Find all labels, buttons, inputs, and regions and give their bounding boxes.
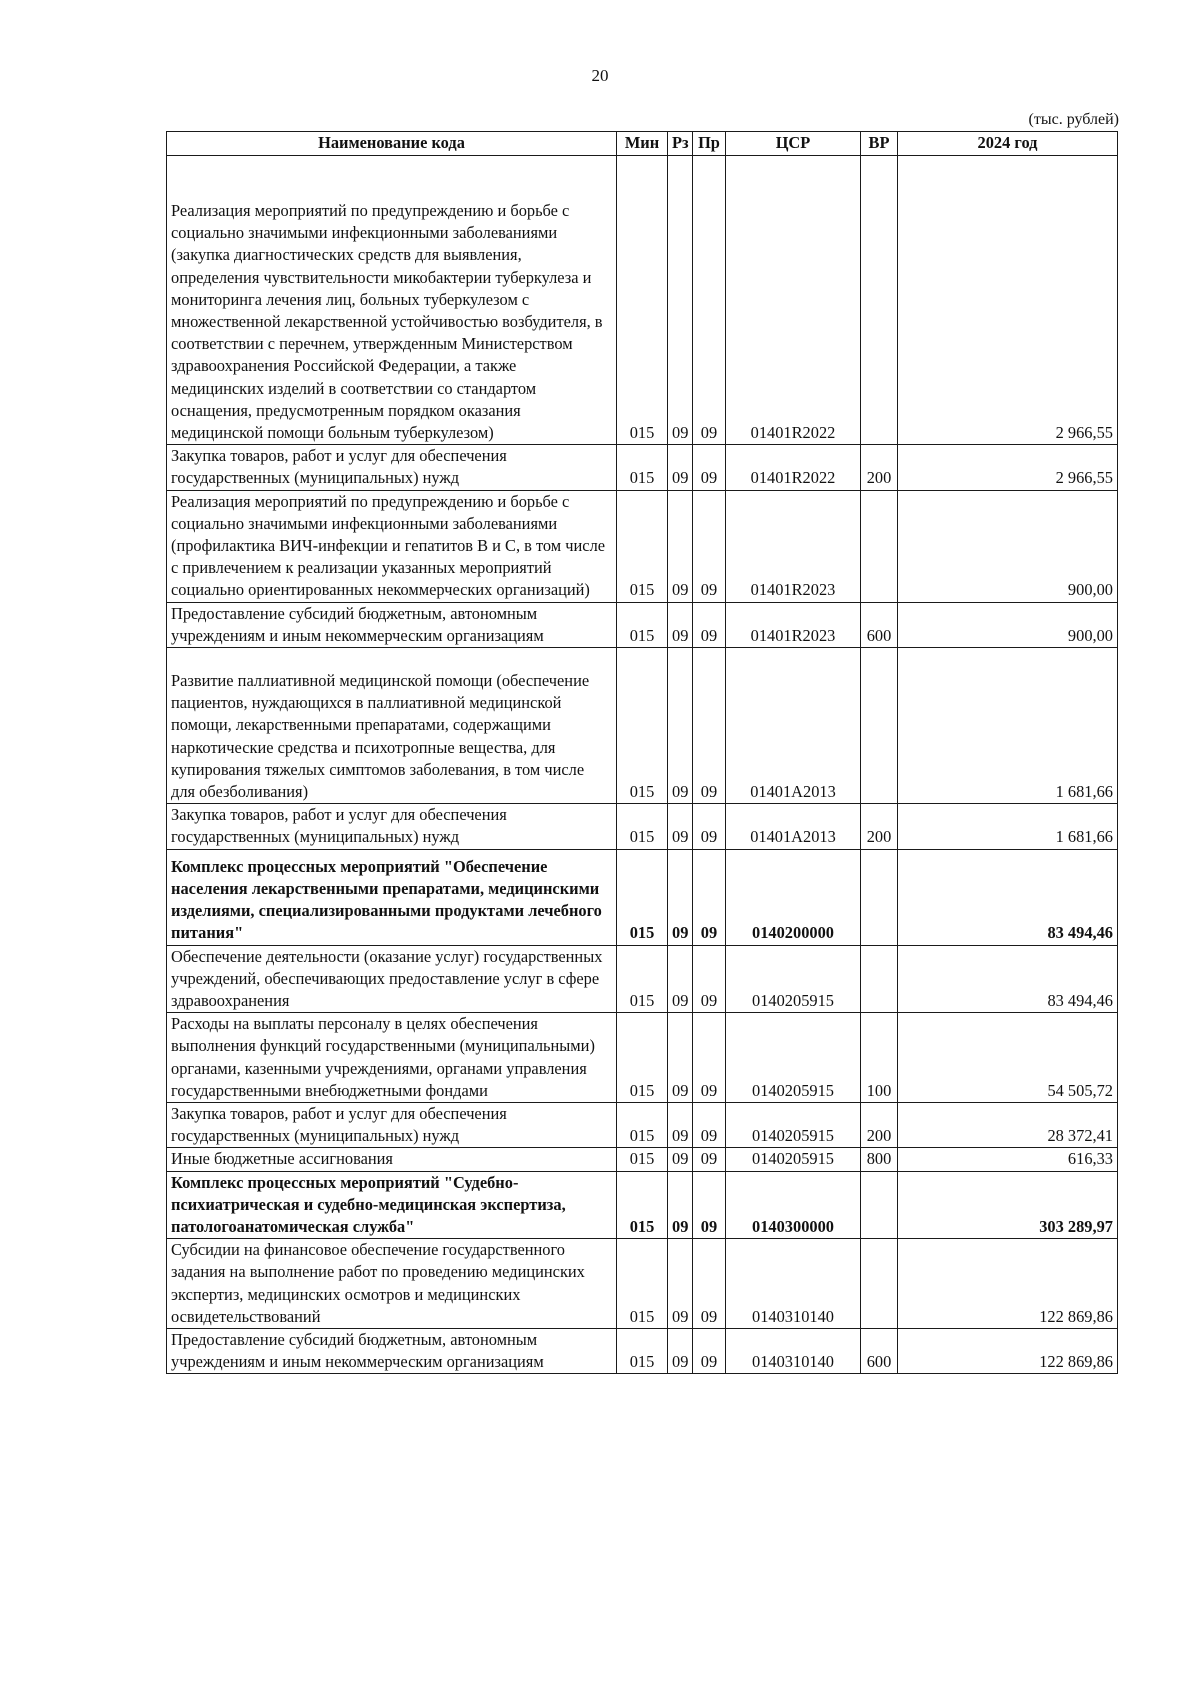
row-name: Субсидии на финансовое обеспечение государственного задания на выполнение работ по проведению медицинских экспертиз, медицинских осмотров и медицинских освидетельствований	[167, 1239, 617, 1329]
row-pr: 09	[693, 849, 726, 945]
row-vr	[861, 945, 898, 1013]
row-vr	[861, 1171, 898, 1239]
row-pr: 09	[693, 1239, 726, 1329]
row-csr: 01401A2013	[726, 648, 861, 804]
row-rz: 09	[668, 804, 693, 849]
row-rz: 09	[668, 945, 693, 1013]
row-amount: 900,00	[898, 602, 1118, 647]
row-csr: 0140205915	[726, 1102, 861, 1147]
table-row	[167, 445, 1118, 490]
row-min: 015	[617, 849, 668, 945]
row-pr: 09	[693, 445, 726, 490]
row-min: 015	[617, 1328, 668, 1373]
table-row	[167, 1102, 1118, 1147]
row-vr: 100	[861, 1013, 898, 1103]
row-amount: 2 966,55	[898, 445, 1118, 490]
header-row	[167, 132, 1118, 156]
row-rz: 09	[668, 1328, 693, 1373]
row-vr	[861, 490, 898, 602]
row-rz: 09	[668, 156, 693, 445]
table-row	[167, 490, 1118, 602]
row-min: 015	[617, 1239, 668, 1329]
row-pr: 09	[693, 490, 726, 602]
row-name: Предоставление субсидий бюджетным, автономным учреждениям и иным некоммерческим организациям	[167, 1328, 617, 1373]
row-pr: 09	[693, 1171, 726, 1239]
row-csr: 0140205915	[726, 1148, 861, 1171]
row-rz: 09	[668, 648, 693, 804]
row-csr: 01401R2022	[726, 156, 861, 445]
row-name: Развитие паллиативной медицинской помощи (обеспечение пациентов, нуждающихся в паллиативной медицинской помощи, лекарственными препаратами, содержащими наркотические средства и психотропные вещества, для купирования тяжелых симптомов заболевания, в том числе для обезболивания)	[167, 648, 617, 804]
row-csr: 0140300000	[726, 1171, 861, 1239]
row-min: 015	[617, 945, 668, 1013]
table-row	[167, 1171, 1118, 1239]
row-rz: 09	[668, 1148, 693, 1171]
units-label: (тыс. рублей)	[1028, 111, 1119, 128]
row-amount: 1 681,66	[898, 648, 1118, 804]
row-amount: 122 869,86	[898, 1328, 1118, 1373]
row-amount: 2 966,55	[898, 156, 1118, 445]
row-csr: 0140310140	[726, 1328, 861, 1373]
row-name: Закупка товаров, работ и услуг для обеспечения государственных (муниципальных) нужд	[167, 804, 617, 849]
row-pr: 09	[693, 1102, 726, 1147]
row-csr: 01401R2022	[726, 445, 861, 490]
header-csr: ЦСР	[726, 132, 861, 156]
row-min: 015	[617, 490, 668, 602]
row-name: Реализация мероприятий по предупреждению и борьбе с социально значимыми инфекционными заболеваниями (профилактика ВИЧ-инфекции и гепатитов B и C, в том числе с привлечением к реализации указанных мероприятий социально ориентированных некоммерческих организаций)	[167, 490, 617, 602]
row-name: Комплекс процессных мероприятий "Судебно-психиатрическая и судебно-медицинская экспертиза, патологоанатомическая служба"	[167, 1171, 617, 1239]
row-pr: 09	[693, 1013, 726, 1103]
row-csr: 01401R2023	[726, 490, 861, 602]
row-amount: 83 494,46	[898, 849, 1118, 945]
row-vr	[861, 849, 898, 945]
header-min: Мин	[617, 132, 668, 156]
row-name: Закупка товаров, работ и услуг для обеспечения государственных (муниципальных) нужд	[167, 1102, 617, 1147]
table-row	[167, 1328, 1118, 1373]
row-rz: 09	[668, 490, 693, 602]
row-pr: 09	[693, 602, 726, 647]
row-vr	[861, 648, 898, 804]
row-min: 015	[617, 445, 668, 490]
row-vr: 600	[861, 602, 898, 647]
row-vr	[861, 156, 898, 445]
table-row	[167, 1239, 1118, 1329]
row-name: Обеспечение деятельности (оказание услуг) государственных учреждений, обеспечивающих предоставление услуг в сфере здравоохранения	[167, 945, 617, 1013]
row-rz: 09	[668, 1013, 693, 1103]
row-csr: 0140200000	[726, 849, 861, 945]
row-vr: 200	[861, 1102, 898, 1147]
row-vr: 800	[861, 1148, 898, 1171]
row-pr: 09	[693, 1328, 726, 1373]
row-vr: 600	[861, 1328, 898, 1373]
row-vr: 200	[861, 804, 898, 849]
table-row	[167, 602, 1118, 647]
row-vr	[861, 1239, 898, 1329]
row-csr: 0140205915	[726, 1013, 861, 1103]
row-min: 015	[617, 1013, 668, 1103]
header-pr: Пр	[693, 132, 726, 156]
row-rz: 09	[668, 1171, 693, 1239]
row-amount: 122 869,86	[898, 1239, 1118, 1329]
header-name: Наименование кода	[167, 132, 617, 156]
row-amount: 83 494,46	[898, 945, 1118, 1013]
row-name: Комплекс процессных мероприятий "Обеспечение населения лекарственными препаратами, медицинскими изделиями, специализированными продуктами лечебного питания"	[167, 849, 617, 945]
row-amount: 28 372,41	[898, 1102, 1118, 1147]
row-min: 015	[617, 156, 668, 445]
header-vr: ВР	[861, 132, 898, 156]
row-csr: 01401R2023	[726, 602, 861, 647]
table-row	[167, 804, 1118, 849]
row-pr: 09	[693, 1148, 726, 1171]
row-amount: 616,33	[898, 1148, 1118, 1171]
table-row	[167, 849, 1118, 945]
row-rz: 09	[668, 445, 693, 490]
row-csr: 01401A2013	[726, 804, 861, 849]
row-amount: 54 505,72	[898, 1013, 1118, 1103]
row-amount: 1 681,66	[898, 804, 1118, 849]
row-amount: 303 289,97	[898, 1171, 1118, 1239]
row-vr: 200	[861, 445, 898, 490]
row-name: Предоставление субсидий бюджетным, автономным учреждениям и иным некоммерческим организациям	[167, 602, 617, 647]
row-min: 015	[617, 804, 668, 849]
row-min: 015	[617, 602, 668, 647]
table-row	[167, 156, 1118, 445]
row-name: Реализация мероприятий по предупреждению и борьбе с социально значимыми инфекционными заболеваниями (закупка диагностических средств для выявления, определения чувствительности микобактерии туберкулеза и мониторинга лечения лиц, больных туберкулезом с множественной лекарственной устойчивостью возбудителя, в соответствии с перечнем, утвержденным Министерством здравоохранения Российской Федерации, а также медицинских изделий в соответствии со стандартом оснащения, предусмотренным порядком оказания медицинской помощи больным туберкулезом)	[167, 156, 617, 445]
page-number: 20	[591, 66, 609, 85]
row-csr: 0140205915	[726, 945, 861, 1013]
row-rz: 09	[668, 849, 693, 945]
row-name: Иные бюджетные ассигнования	[167, 1148, 617, 1171]
row-min: 015	[617, 1171, 668, 1239]
header-rz: Рз	[668, 132, 693, 156]
row-min: 015	[617, 1102, 668, 1147]
table-row	[167, 945, 1118, 1013]
row-rz: 09	[668, 602, 693, 647]
row-name: Расходы на выплаты персоналу в целях обеспечения выполнения функций государственными (муниципальными) органами, казенными учреждениями, органами управления государственными внебюджетными фондами	[167, 1013, 617, 1103]
row-pr: 09	[693, 945, 726, 1013]
row-rz: 09	[668, 1239, 693, 1329]
row-name: Закупка товаров, работ и услуг для обеспечения государственных (муниципальных) нужд	[167, 445, 617, 490]
row-amount: 900,00	[898, 490, 1118, 602]
row-pr: 09	[693, 648, 726, 804]
row-pr: 09	[693, 804, 726, 849]
table-row	[167, 648, 1118, 804]
header-year: 2024 год	[898, 132, 1118, 156]
table-row	[167, 1013, 1118, 1103]
row-pr: 09	[693, 156, 726, 445]
budget-table	[166, 131, 1118, 1374]
row-min: 015	[617, 648, 668, 804]
table-row	[167, 1148, 1118, 1171]
row-min: 015	[617, 1148, 668, 1171]
row-csr: 0140310140	[726, 1239, 861, 1329]
row-rz: 09	[668, 1102, 693, 1147]
